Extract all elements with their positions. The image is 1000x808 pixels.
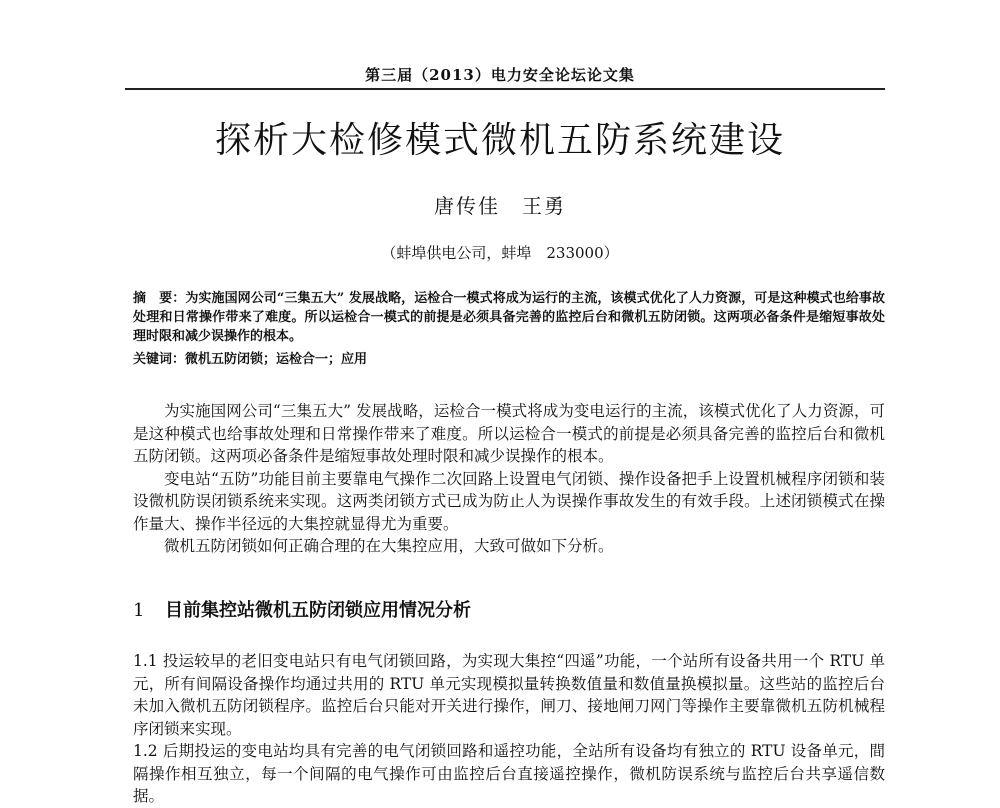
keywords-text: 微机五防闭锁；运检合一；应用	[185, 352, 368, 367]
header-rule	[125, 88, 885, 90]
affiliation: （蚌埠供电公司，蚌埠 233000）	[381, 244, 619, 262]
running-header: 第三届（2013）电力安全论坛论文集	[365, 66, 635, 84]
authors: 唐传佳 王勇	[434, 194, 566, 218]
paper-title: 探析大检修模式微机五防系统建设	[214, 120, 785, 161]
keywords	[133, 350, 885, 369]
section-heading-1	[133, 596, 885, 622]
body-paragraph-3: 微机五防闭锁如何正确合理的在大集控应用，大致可做如下分析。	[164, 537, 614, 555]
section-title: 目前集控站微机五防闭锁应用情况分析	[165, 600, 471, 621]
body-text	[133, 400, 885, 558]
keywords-label: 关键词：	[133, 352, 186, 367]
body-paragraph-2: 变电站“五防”功能目前主要靠电气操作二次回路上设置电气闭锁、操作设备把手上设置机械程序闭锁和装设微机防误闭锁系统来实现。这两类闭锁方式已成为防止人为误操作事故发生的有效手段。上述闭锁模式在操作量大、操作半径远的大集控就显得尤为重要。	[133, 469, 885, 533]
abstract-text: 为实施国网公司“三集五大” 发展战略，运检合一模式将成为运行的主流，该模式优化了人力资源，可是这种模式也给事故处理和日常操作带来了难度。所以运检合一模式的前提是必须具备完善的监控后台和微机五防闭锁。这两项必备条件是缩短事故处理时限和减少误操作的根本。	[133, 291, 885, 344]
subsection-text	[133, 650, 885, 808]
subsection-1-1: 1.1 投运较早的老旧变电站只有电气闭锁回路，为实现大集控“四遥”功能，一个站所有设备共用一个 RTU 单元，所有间隔设备操作均通过共用的 RTU 单元实现模拟量转换数值量和数值量换模拟量。这些站的监控后台未加入微机五防闭锁程序。监控后台只能对开关进行操作，闸刀、接地闸刀网门等操作主要靠微机五防机械程序闭锁来实现。	[133, 652, 885, 738]
body-paragraph-1: 为实施国网公司“三集五大” 发展战略，运检合一模式将成为变电运行的主流，该模式优化了人力资源，可是这种模式也给事故处理和日常操作带来了难度。所以运检合一模式的前提是必须具备完善的监控后台和微机五防闭锁。这两项必备条件是缩短事故处理时限和减少误操作的根本。	[133, 402, 885, 465]
abstract	[133, 289, 885, 346]
abstract-label: 摘 要：	[133, 291, 186, 306]
subsection-1-2: 1.2 后期投运的变电站均具有完善的电气闭锁回路和遥控功能，全站所有设备均有独立的 RTU 设备单元，間隔操作相互独立，每一个间隔的电气操作可由监控后台直接遥控操作，微机防误系统与监控后台共享遥信数据。	[133, 742, 885, 805]
section-number: 1	[133, 600, 145, 621]
